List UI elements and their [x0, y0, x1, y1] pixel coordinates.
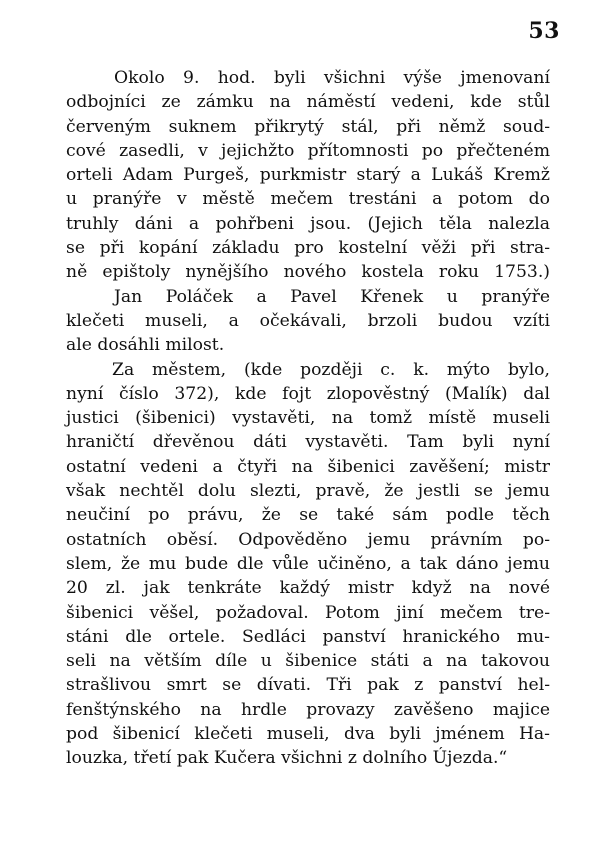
text-line: klečeti museli, a očekávali, brzoli budou vzíti [66, 310, 550, 331]
text-line: ostatních oběsí. Odpověděno jemu právním po- [66, 529, 550, 550]
text-line: Jan Poláček a Pavel Křenek u pranýře [114, 286, 550, 307]
text-line: šibenici věšel, požadoval. Potom jiní mečem tre- [66, 602, 550, 623]
text-line: stáni dle ortele. Sedláci panství hranického mu- [66, 626, 550, 647]
text-line: červeným suknem přikrytý stál, při němž soud- [66, 116, 550, 137]
page-number: 53 [528, 18, 560, 44]
text-line: cové zasedli, v jejichžto přítomnosti po přečteném [66, 140, 550, 161]
text-line: justici (šibenici) vystavěti, na tomž místě museli [66, 408, 550, 429]
text-line: truhly dáni a pohřbeni jsou. (Jejich těla nalezla [66, 213, 550, 234]
text-line: seli na větším díle u šibenice státi a na takovou [66, 651, 550, 672]
text-line: slem, že mu bude dle vůle učiněno, a tak dáno jemu [66, 553, 550, 574]
text-line: pod šibenicí klečeti museli, dva byli jménem Ha- [66, 724, 550, 745]
text-line: neučiní po právu, že se také sám podle těch [66, 505, 550, 526]
text-line: strašlivou smrt se dívati. Tři pak z panství hel- [66, 675, 550, 696]
text-line: nyní číslo 372), kde fojt zlopověstný (Malík) dal [66, 383, 550, 404]
text-line: ostatní vedeni a čtyři na šibenici zavěšení; mistr [66, 456, 550, 477]
text-line: orteli Adam Purgeš, purkmistr starý a Lukáš Kremž [66, 165, 550, 186]
body-text [66, 66, 550, 771]
text-line: však nechtěl dolu slezti, pravě, že jestli se jemu [66, 481, 550, 502]
text-line: fenštýnského na hrdle provazy zavěšeno majice [66, 699, 550, 720]
text-line: 20 zl. jak tenkráte každý mistr když na nové [66, 578, 550, 599]
text-line: ale dosáhli milost. [66, 335, 225, 356]
text-line: Okolo 9. hod. byli všichni výše jmenovaní [114, 68, 550, 88]
text-line: odbojníci ze zámku na náměstí vedeni, kde stůl [66, 92, 550, 113]
text-line: hraničtí dřevěnou dáti vystavěti. Tam byli nyní [66, 432, 550, 453]
text-line: u pranýře v městě mečem trestáni a potom do [66, 189, 550, 210]
text-line: ně epištoly nynějšího nového kostela roku 1753.) [66, 262, 550, 283]
text-line: louzka, třetí pak Kučera všichni z dolního Újezda.“ [66, 748, 508, 769]
text-line: se při kopání základu pro kostelní věži při stra- [66, 238, 550, 259]
text-line: Za městem, (kde později c. k. mýto bylo, [112, 359, 550, 380]
